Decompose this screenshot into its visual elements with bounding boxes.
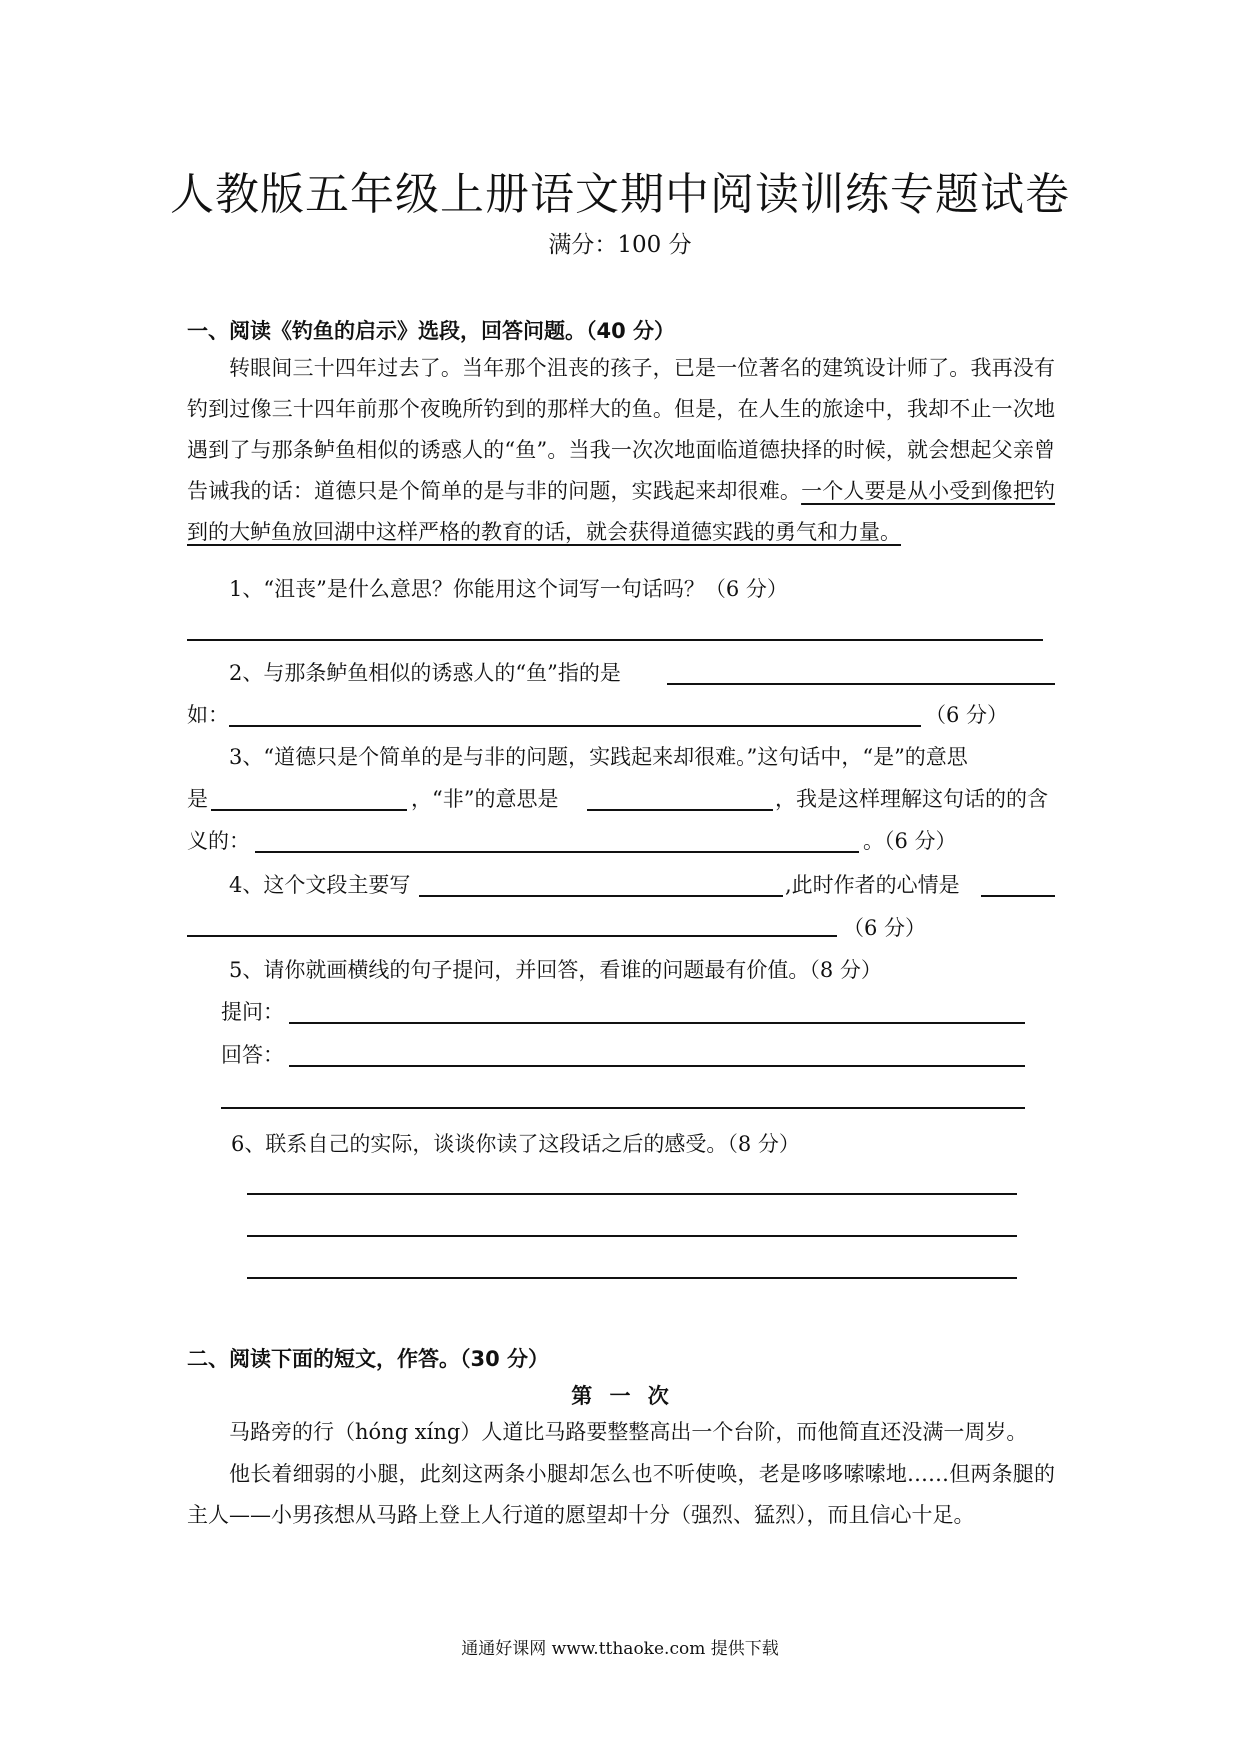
section2-paragraph-2: 他长着细弱的小腿，此刻这两条小腿却怎么也不听使唤，老是哆哆嗦嗦地……但两条腿的主人——小男孩想从马路上登上人行道的愿望却十分（强烈、猛烈），而且信心十足。 [187, 1462, 1055, 1527]
footer-download-note: 通通好课网 www.tthaoke.com 提供下载 [461, 1639, 779, 1659]
answer-line-q6-3[interactable] [247, 1277, 1017, 1279]
question-4-score: （6 分） [843, 916, 927, 940]
question-3-part2: ，“非”的意思是 [411, 787, 559, 811]
question-1: 1、“沮丧”是什么意思？你能用这个词写一句话吗？（6 分） [229, 577, 788, 601]
underlined-sentence: 一个人要是从小受到像把钓到的大鲈鱼放回湖中这样严格的教育的话，就会获得道德实践的勇气和力量。 [187, 479, 1056, 544]
question-3-part1: 是 [187, 787, 208, 811]
answer-line-q1[interactable] [187, 639, 1043, 641]
answer-line-q3-shi[interactable] [211, 809, 407, 811]
section1-passage [187, 348, 1055, 553]
question-5-ask-label: 提问： [221, 1000, 284, 1024]
question-4-part2: ,此时作者的心情是 [785, 873, 960, 897]
section1-heading: 一、阅读《钓鱼的启示》选段，回答问题。（40 分） [187, 319, 676, 343]
question-2-example-label: 如： [187, 703, 229, 727]
passage-title: 第 一 次 [571, 1384, 669, 1408]
section2-paragraph-1: 马路旁的行（hóng xíng）人道比马路要整整高出一个台阶，而他简直还没满一周岁。 [229, 1420, 1028, 1444]
question-2: 2、与那条鲈鱼相似的诱惑人的“鱼”指的是 [229, 661, 621, 685]
question-2-score: （6 分） [925, 703, 1009, 727]
answer-line-q5-answer2[interactable] [221, 1107, 1025, 1109]
answer-line-q3-meaning[interactable] [255, 851, 859, 853]
passage-text: 转眼间三十四年过去了。当年那个沮丧的孩子，已是一位著名的建筑设计师了。我再没有钓到过像三十四年前那个夜晚所钓到的那样大的鱼。但是，在人生的旅途中，我却不止一次地遇到了与那条鲈鱼相似的诱惑人的“鱼”。当我一次次地面临道德抉择的时候，就会想起父亲曾告诫我的话：道德只是个简单的是与非的问题，实践起来却很难。 [187, 356, 1055, 503]
exam-title: 人教版五年级上册语文期中阅读训练专题试卷 [170, 169, 1070, 220]
answer-line-q4c[interactable] [187, 935, 837, 937]
section2-heading: 二、阅读下面的短文，作答。（30 分） [187, 1347, 550, 1371]
question-5-answer-label: 回答： [221, 1043, 284, 1067]
answer-line-q6-1[interactable] [247, 1193, 1017, 1195]
question-4: 4、这个文段主要写 [229, 873, 411, 897]
answer-line-q4a[interactable] [419, 895, 783, 897]
answer-line-q5-answer1[interactable] [289, 1065, 1025, 1067]
question-3-part3: ，我是这样理解这句话的的含 [775, 787, 1048, 811]
question-3-score: 。（6 分） [863, 829, 957, 853]
question-6: 6、联系自己的实际，谈谈你读了这段话之后的感受。（8 分） [231, 1132, 800, 1156]
answer-line-q5-ask[interactable] [289, 1022, 1025, 1024]
question-5: 5、请你就画横线的句子提问，并回答，看谁的问题最有价值。（8 分） [229, 958, 882, 982]
full-score: 满分：100 分 [548, 232, 692, 258]
question-3: 3、“道德只是个简单的是与非的问题，实践起来却很难。”这句话中，“是”的意思 [229, 745, 968, 769]
answer-line-q4b[interactable] [981, 895, 1055, 897]
question-3-part4: 义的： [187, 829, 250, 853]
answer-line-q2b[interactable] [229, 725, 921, 727]
answer-line-q2a[interactable] [667, 683, 1055, 685]
answer-line-q6-2[interactable] [247, 1235, 1017, 1237]
answer-line-q3-fei[interactable] [587, 809, 773, 811]
